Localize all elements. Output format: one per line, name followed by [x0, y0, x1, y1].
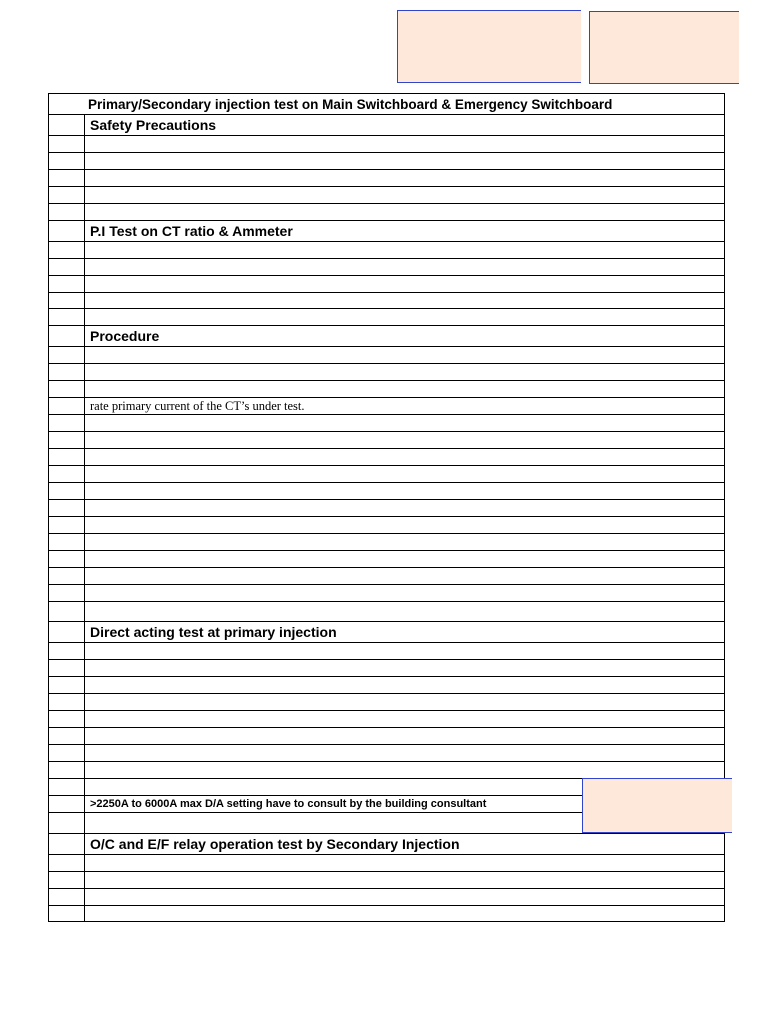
section-heading-pi-test: P.I Test on CT ratio & Ammeter	[90, 223, 293, 239]
table-row	[49, 889, 724, 906]
table-row	[49, 728, 724, 745]
table-row	[49, 585, 724, 602]
table-row	[49, 242, 724, 259]
table-row	[49, 466, 724, 483]
table-row	[49, 309, 724, 326]
sheet-title: Primary/Secondary injection test on Main Switchboard & Emergency Switchboard	[88, 96, 613, 112]
table-row	[49, 602, 724, 622]
section-heading-safety: Safety Precautions	[90, 117, 217, 133]
table-row	[49, 153, 724, 170]
table-row	[49, 115, 724, 136]
table-row	[49, 483, 724, 500]
table-row	[49, 326, 724, 347]
table-row	[49, 660, 724, 677]
table-row	[49, 622, 724, 643]
table-row	[49, 276, 724, 293]
table-row	[49, 415, 724, 432]
table-row	[49, 500, 724, 517]
table-row	[49, 221, 724, 242]
section-heading-secondary-injection: O/C and E/F relay operation test by Secondary Injection	[90, 836, 460, 852]
annotation-box-top-right	[589, 11, 739, 84]
table-row	[49, 381, 724, 398]
annotation-box-mid-right	[582, 778, 732, 833]
table-row	[49, 677, 724, 694]
table-row	[49, 347, 724, 364]
table-row	[49, 551, 724, 568]
table-row	[49, 834, 724, 855]
table-row	[49, 398, 724, 415]
da-setting-note: >2250A to 6000A max D/A setting have to consult by the building consultant	[90, 798, 487, 810]
table-row	[49, 94, 724, 115]
table-row	[49, 906, 724, 921]
table-row	[49, 170, 724, 187]
table-row	[49, 432, 724, 449]
section-heading-procedure: Procedure	[90, 328, 160, 344]
table-row	[49, 517, 724, 534]
table-row	[49, 643, 724, 660]
table-row	[49, 711, 724, 728]
table-row	[49, 872, 724, 889]
table-row	[49, 187, 724, 204]
table-row	[49, 568, 724, 585]
annotation-box-top-left	[397, 10, 581, 83]
procedure-text-line: rate primary current of the CT’s under test.	[90, 398, 305, 413]
section-heading-direct-acting: Direct acting test at primary injection	[90, 624, 337, 640]
table-row	[49, 855, 724, 872]
table-row	[49, 364, 724, 381]
table-row	[49, 293, 724, 309]
table-row	[49, 136, 724, 153]
table-row	[49, 745, 724, 762]
table-row	[49, 259, 724, 276]
table-row	[49, 449, 724, 466]
table-row	[49, 694, 724, 711]
table-row	[49, 762, 724, 779]
table-row	[49, 204, 724, 221]
table-row	[49, 534, 724, 551]
